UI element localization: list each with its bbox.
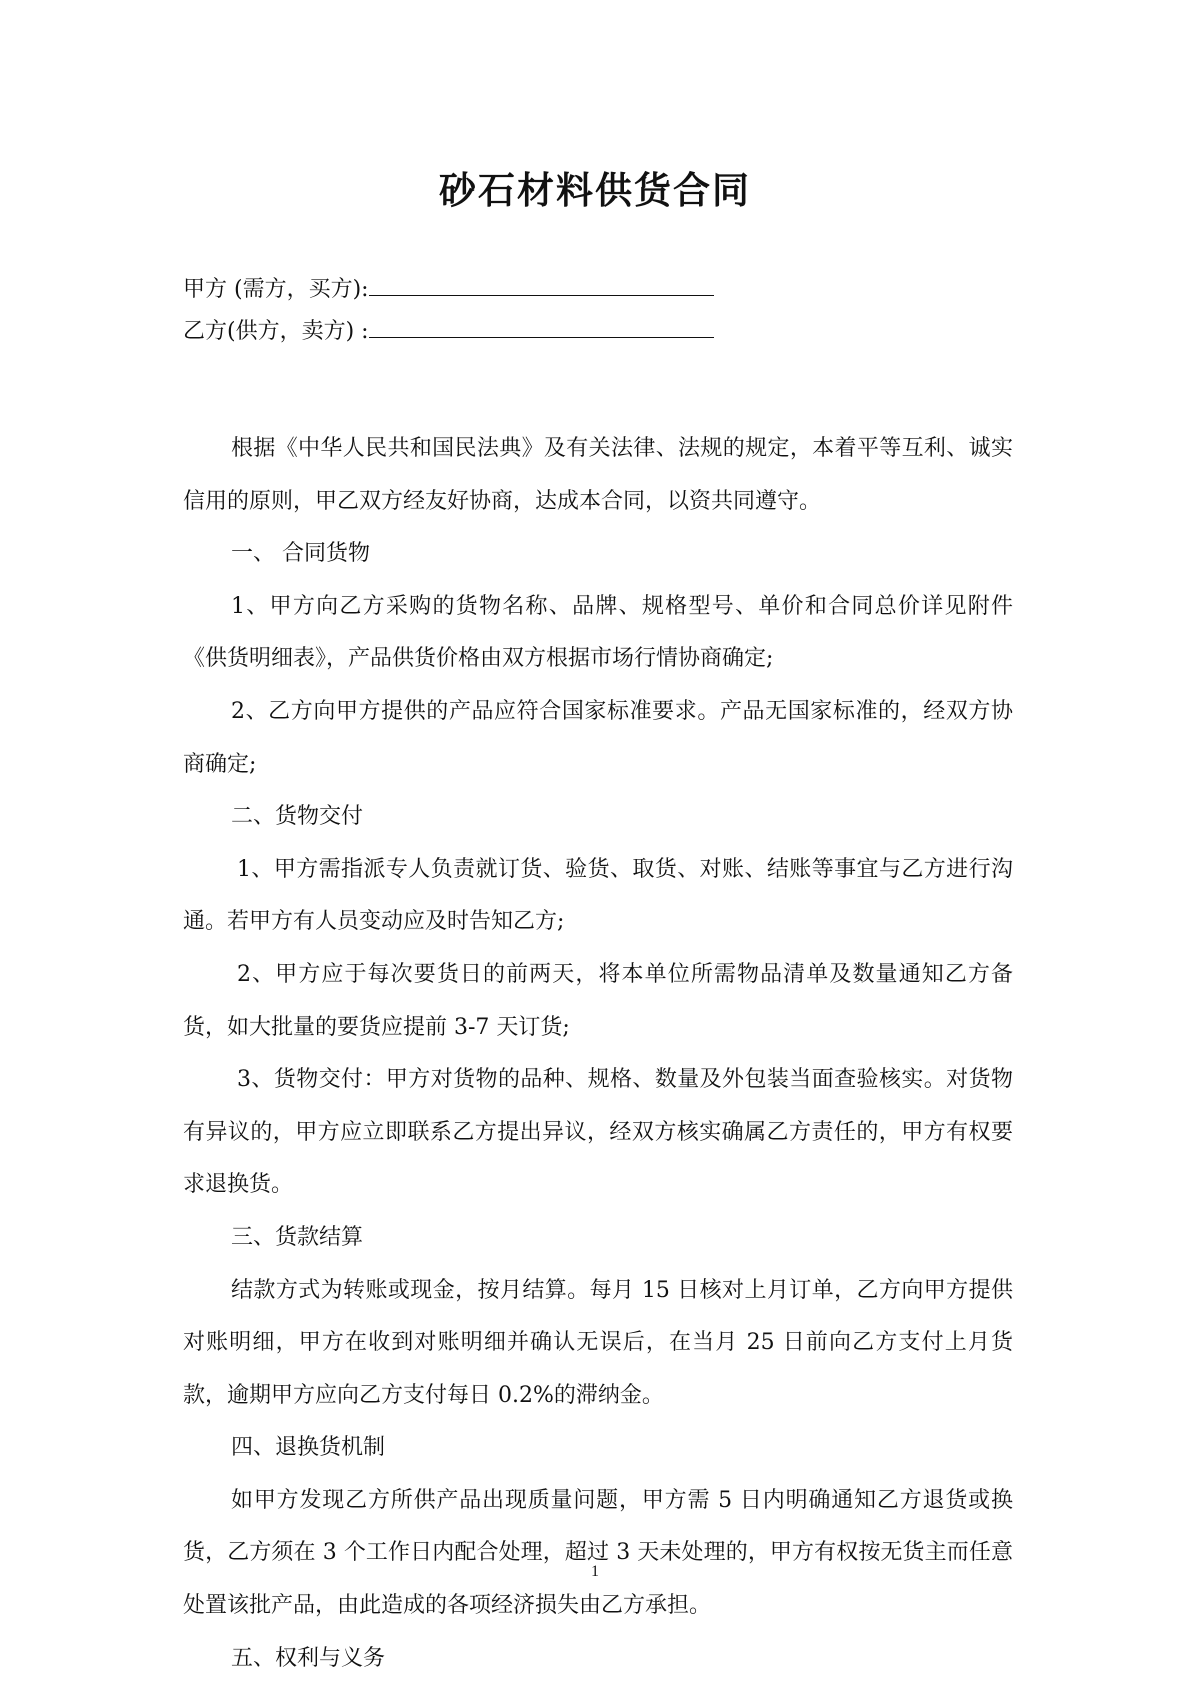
party-b-blank (369, 313, 714, 338)
page-number: 1 (591, 1563, 599, 1580)
section-heading-rights: 五、权利与义务 (231, 1645, 386, 1671)
party-a-label: 甲方 (需方，买方): (183, 277, 369, 302)
clause-paragraph: 2、甲方应于每次要货日的前两天，将本单位所需物品清单及数量通知乙方备货，如大批量的要货应提前 3-7 天订货; (183, 961, 1013, 1040)
clause-paragraph: 如甲方发现乙方所供产品出现质量问题，甲方需 5 日内明确通知乙方退货或换货，乙方须在 3 个工作日内配合处理，超过 3 天未处理的，甲方有权按无货主而任意处置该批产品，由此造成的各项经济损失由乙方承担。 (183, 1487, 1013, 1619)
party-a-blank (369, 271, 714, 296)
clause-paragraph: 2、乙方向甲方提供的产品应符合国家标准要求。产品无国家标准的，经双方协商确定; (183, 698, 1013, 777)
preamble-paragraph: 根据《中华人民共和国民法典》及有关法律、法规的规定，本着平等互利、诚实信用的原则，甲乙双方经友好协商，达成本合同，以资共同遵守。 (183, 436, 1013, 514)
party-a-line (183, 271, 714, 306)
section-heading-goods: 一、 合同货物 (231, 541, 370, 567)
clause-paragraph: 结款方式为转账或现金，按月结算。每月 15 日核对上月订单，乙方向甲方提供对账明细，甲方在收到对账明细并确认无误后，在当月 25 日前向乙方支付上月货款，逾期甲方应向乙方支付每日 0.2%的滞纳金。 (183, 1277, 1013, 1408)
clause-paragraph: 3、货物交付：甲方对货物的品种、规格、数量及外包装当面查验核实。对货物有异议的，甲方应立即联系乙方提出异议，经双方核实确属乙方责任的，甲方有权要求退换货。 (183, 1067, 1013, 1198)
section-heading-returns: 四、退换货机制 (231, 1435, 386, 1461)
clause-paragraph: 1、甲方向乙方采购的货物名称、品牌、规格型号、单价和合同总价详见附件《供货明细表》，产品供货价格由双方根据市场行情协商确定; (183, 593, 1013, 672)
document-title: 砂石材料供货合同 (439, 169, 751, 212)
party-b-label: 乙方(供方，卖方) : (183, 319, 369, 344)
contract-body (183, 423, 1013, 1685)
party-b-line (183, 313, 714, 348)
section-heading-delivery: 二、货物交付 (231, 804, 364, 830)
clause-paragraph: 1、甲方需指派专人负责就订货、验货、取货、对账、结账等事宜与乙方进行沟通。若甲方有人员变动应及时告知乙方; (183, 856, 1013, 935)
section-heading-settlement: 三、货款结算 (231, 1224, 364, 1250)
